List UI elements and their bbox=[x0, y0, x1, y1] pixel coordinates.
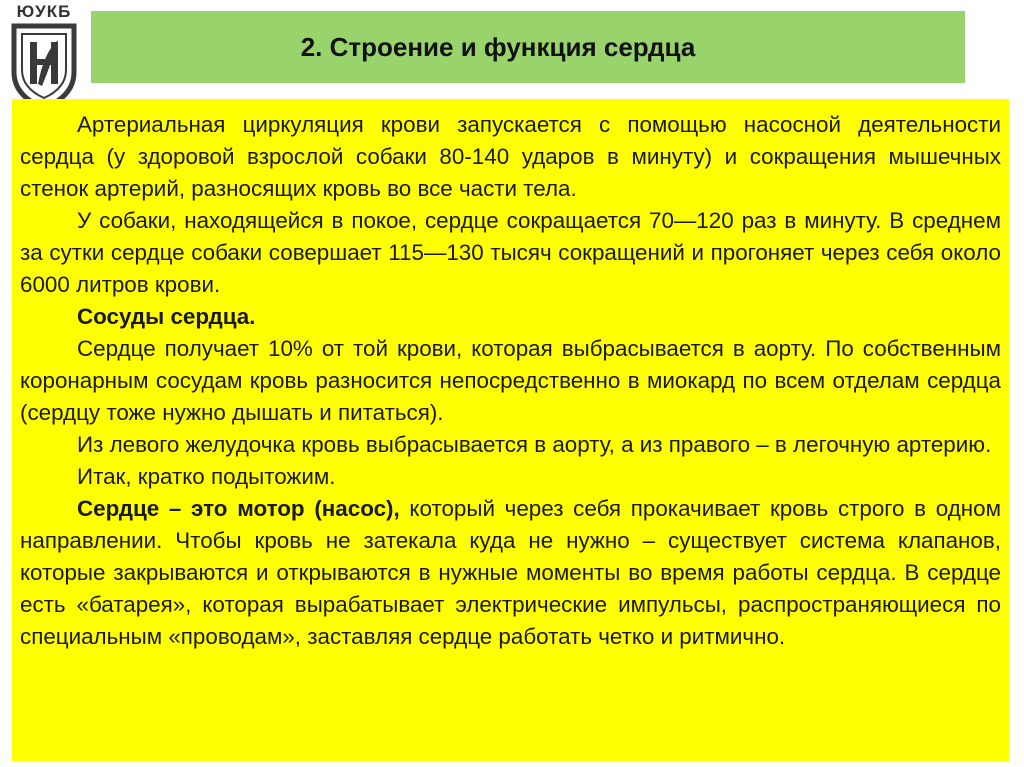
paragraph-heart-motor bbox=[20, 493, 1001, 653]
paragraph-coronary-vessels: Сердце получает 10% от той крови, которая выбрасывается в аорту. По собственным коронарным сосудам кровь разносится непосредственно в миокард по всем отделам сердца (сердцу тоже нужно дышать и питаться). bbox=[20, 336, 1001, 425]
paragraph-resting-heart-rate: У собаки, находящейся в покое, сердце сокращается 70—120 раз в минуту. В среднем за сутки сердце собаки совершает 115—130 тысяч сокращений и прогоняет через себя около 6000 литров крови. bbox=[20, 208, 1001, 297]
logo-text: ЮУКБ bbox=[16, 2, 72, 21]
heading-heart-vessels: Сосуды сердца. bbox=[77, 304, 256, 329]
paragraph-arterial-circulation: Артериальная циркуляция крови запускается с помощью насосной деятельности сердца (у здоровой взрослой собаки 80-140 ударов в минуту) и сокращения мышечных стенок артерий, разносящих кровь во все части тела. bbox=[20, 112, 1001, 201]
shield-emblem-icon bbox=[8, 22, 80, 110]
paragraph-ventricles: Из левого желудочка кровь выбрасывается в аорту, а из правого – в легочную артерию. bbox=[77, 432, 992, 457]
page-title: 2. Строение и функция сердца bbox=[300, 31, 696, 62]
paragraph-summary-intro: Итак, кратко подытожим. bbox=[77, 464, 336, 489]
logo bbox=[4, 2, 84, 112]
content-box bbox=[12, 99, 1009, 761]
heart-motor-text: который через себя прокачивает кровь строго в одном направлении. Чтобы кровь не затекала куда не нужно – существует система клапанов, которые закрываются и открываются в нужные моменты во время работы сердца. В сердце есть «батарея», которая вырабатывает электрические импульсы, распространяющиеся по специальным «проводам», заставляя сердце работать четко и ритмично. bbox=[20, 496, 1001, 649]
heart-motor-bold-text: Сердце – это мотор (насос), bbox=[77, 496, 400, 521]
title-bar bbox=[91, 11, 965, 83]
